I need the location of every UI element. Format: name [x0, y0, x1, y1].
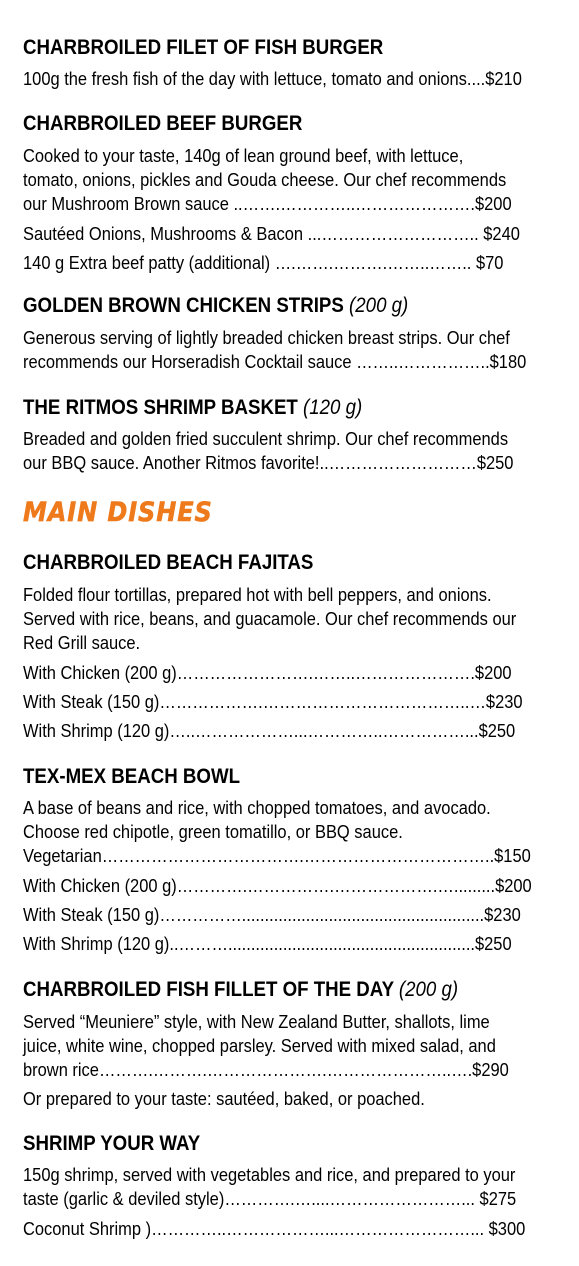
item-price-line: our Mushroom Brown sauce ..…….…………..………………….$200 [23, 193, 512, 214]
title-text: CHARBROILED FISH FILLET OF THE DAY [23, 978, 394, 1001]
item-desc-line: Or prepared to your taste: sautéed, baked, or poached. [23, 1088, 425, 1109]
item-title-fajitas: CHARBROILED BEACH FAJITAS [23, 551, 314, 574]
item-title-fish-fillet [23, 978, 458, 1002]
item-price-line: With Steak (150 g)…………….....................................................$230 [23, 904, 521, 925]
item-price-line: 140 g Extra beef patty (additional) ….…….……….……..…….. $70 [23, 252, 504, 273]
item-desc-line: Folded flour tortillas, prepared hot with bell peppers, and onions. [23, 584, 492, 605]
item-title-tex-mex-bowl: TEX-MEX BEACH BOWL [23, 765, 241, 788]
section-heading-main-dishes: MAIN DISHES [23, 497, 213, 528]
item-desc-line: Cooked to your taste, 140g of lean ground beef, with lettuce, [23, 145, 464, 166]
item-desc-line: Generous serving of lightly breaded chicken breast strips. Our chef [23, 327, 510, 348]
title-text: GOLDEN BROWN CHICKEN STRIPS [23, 294, 344, 317]
item-title-fish-burger: CHARBROILED FILET OF FISH BURGER [23, 36, 384, 59]
title-weight: (200 g) [349, 294, 409, 317]
item-price-line: With Shrimp (120 g)..………......................................................$250 [23, 933, 512, 954]
item-desc-line: Breaded and golden fried succulent shrimp. Our chef recommends [23, 428, 509, 449]
title-text: THE RITMOS SHRIMP BASKET [23, 396, 298, 419]
item-desc-line: 150g shrimp, served with vegetables and rice, and prepared to your [23, 1164, 516, 1185]
item-title-shrimp-your-way: SHRIMP YOUR WAY [23, 1132, 201, 1155]
item-desc-line: Red Grill sauce. [23, 632, 141, 653]
item-price-line: Vegetarian……………………………….……………………………..$150 [23, 845, 531, 866]
item-price-line: With Steak (150 g)……………….………………………………..…$230 [23, 691, 523, 712]
item-price-line: Coconut Shrimp )…………..………………...……………………... $300 [23, 1218, 526, 1239]
item-price-line: With Shrimp (120 g)…..………………...…………..……………...$250 [23, 720, 516, 741]
item-price-line: Sautéed Onions, Mushrooms & Bacon ...……………………….. $240 [23, 223, 520, 244]
item-title-chicken-strips [23, 294, 408, 318]
item-title-shrimp-basket [23, 396, 362, 420]
item-desc-line: tomato, onions, pickles and Gouda cheese. Our chef recommends [23, 169, 507, 190]
item-desc-line: Choose red chipotle, green tomatillo, or BBQ sauce. [23, 821, 403, 842]
item-desc-line: A base of beans and rice, with chopped tomatoes, and avocado. [23, 797, 491, 818]
item-price-line: recommends our Horseradish Cocktail sauce ……..……………..$180 [23, 351, 527, 372]
item-title-beef-burger: CHARBROILED BEEF BURGER [23, 112, 303, 135]
title-weight: (200 g) [398, 978, 459, 1001]
item-desc-line: 100g the fresh fish of the day with lettuce, tomato and onions....$210 [23, 68, 522, 89]
item-price-line: With Chicken (200 g)………….…………….……………….….........$200 [23, 875, 532, 896]
item-desc-line: Served with rice, beans, and guacamole. Our chef recommends our [23, 608, 517, 629]
item-price-line: brown rice……….……….………………….…………………..….$290 [23, 1059, 509, 1080]
item-price-line: taste (garlic & deviled style)………….…....……………………... $275 [23, 1188, 517, 1209]
item-desc-line: Served “Meuniere” style, with New Zealand Butter, shallots, lime [23, 1011, 490, 1032]
item-price-line: our BBQ sauce. Another Ritmos favorite!..………………………$250 [23, 452, 514, 473]
item-desc-line: juice, white wine, chopped parsley. Served with mixed salad, and [23, 1035, 496, 1056]
title-weight: (120 g) [303, 396, 363, 419]
item-price-line: With Chicken (200 g)…………………….……..………………….$200 [23, 662, 512, 683]
